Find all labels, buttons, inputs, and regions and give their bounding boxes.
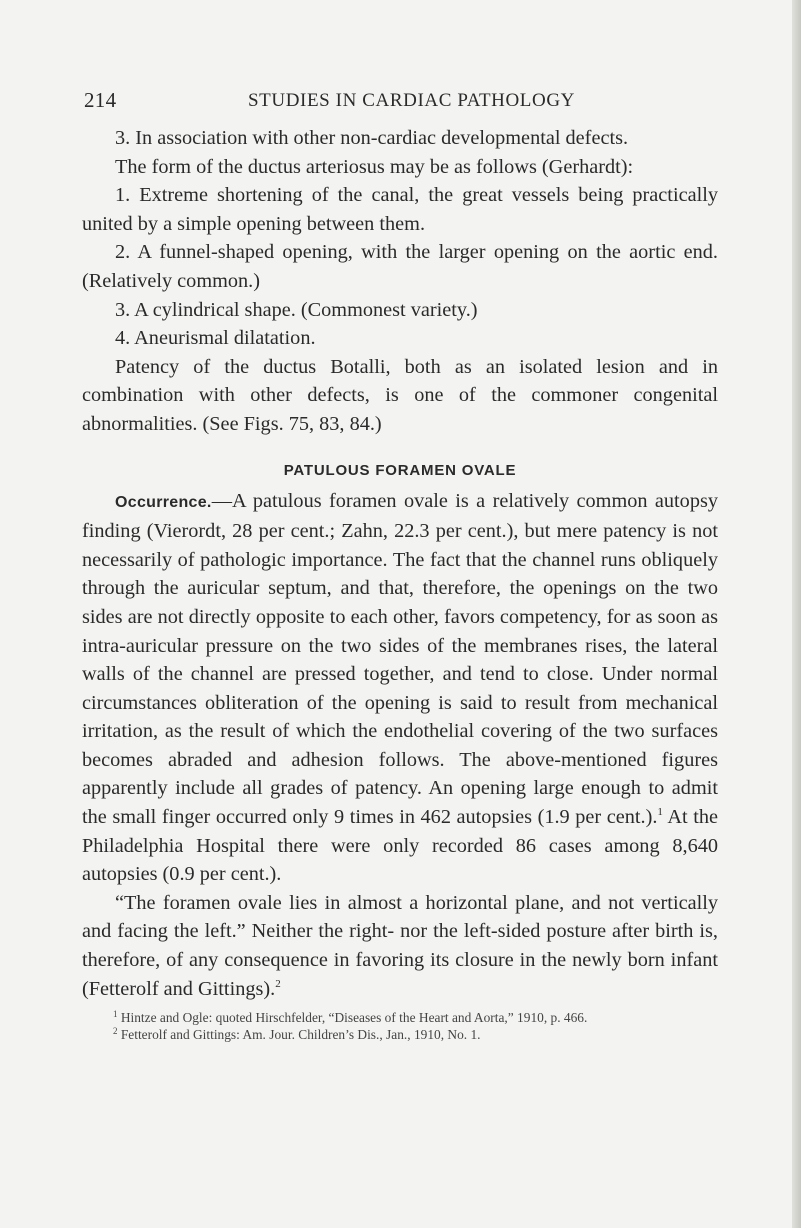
paragraph — [82, 889, 718, 1003]
page-number: 214 — [84, 88, 117, 112]
footnote — [82, 1026, 718, 1043]
paragraph — [82, 487, 718, 889]
page-header — [84, 88, 714, 114]
footnote-reference: 2 — [275, 977, 281, 990]
section-heading: PATULOUS FORAMEN OVALE — [283, 461, 517, 479]
page-edge — [792, 0, 801, 1228]
list-item: 3. A cylindrical shape. (Commonest variety.) — [115, 298, 478, 321]
list-item: 1. Extreme shortening of the canal, the great vessels being practically united by a simple opening between them. — [82, 184, 718, 235]
paragraph-text: “The foramen ovale lies in almost a horizontal plane, and not vertically and facing the left.” Neither the right- nor the left-sided posture after birth is, therefore, of any consequence in favoring its closure in the newly born infant (Fetterolf and Gittings). — [82, 891, 718, 1000]
paragraph: Patency of the ductus Botalli, both as an isolated lesion and in combination with other defects, is one of the commoner congenital abnormalities. (See Figs. 75, 83, 84.) — [82, 355, 718, 435]
paragraph-text: At the Philadelphia Hospital there were only recorded 86 cases among 8,640 autopsies (0.9 per cent.). — [82, 806, 718, 886]
paragraph: 3. In association with other non-cardiac developmental defects. — [115, 127, 629, 149]
footnote-mark: 2 — [113, 1026, 118, 1037]
list-item: 2. A funnel-shaped opening, with the larger opening on the aortic end. (Relatively common.) — [82, 241, 718, 292]
run-in-heading: Occurrence. — [115, 493, 212, 511]
footnote-reference: 1 — [657, 806, 663, 819]
footnote-mark: 1 — [113, 1009, 118, 1020]
footnotes — [82, 1009, 718, 1043]
running-head: STUDIES IN CARDIAC PATHOLOGY — [248, 90, 575, 111]
paragraph: The form of the ductus arteriosus may be as follows (Gerhardt): — [115, 155, 634, 178]
paragraph-text: —A patulous foramen ovale is a relatively common autopsy finding (Vierordt, 28 per cent.; Zahn, 22.3 per cent.), but mere patency is not necessarily of pathologic importance. The fact that the channel runs obliquely through the auricular septum, and that, therefore, the openings on the two sides are not directly opposite to each other, favors competency, for as soon as intra-auricular pressure on the two sides of the membranes rises, the lateral walls of the channel are pressed together, and tend to close. Under normal circumstances obliteration of the opening is said to result from mechanical irritation, as the result of which the endothelial covering of the two surfaces becomes abraded and adhesion follows. The above-mentioned figures apparently include all grades of patency. An opening large enough to admit the small finger occurred only 9 times in 462 autopsies (1.9 per cent.). — [82, 489, 718, 829]
page-body — [82, 124, 718, 1043]
footnote — [82, 1009, 718, 1026]
list-item: 4. Aneurismal dilatation. — [115, 327, 316, 350]
footnote-text: Fetterolf and Gittings: Am. Jour. Children’s Dis., Jan., 1910, No. 1. — [117, 1027, 481, 1043]
footnote-text: Hintze and Ogle: quoted Hirschfelder, “Diseases of the Heart and Aorta,” 1910, p. 466. — [117, 1010, 588, 1026]
